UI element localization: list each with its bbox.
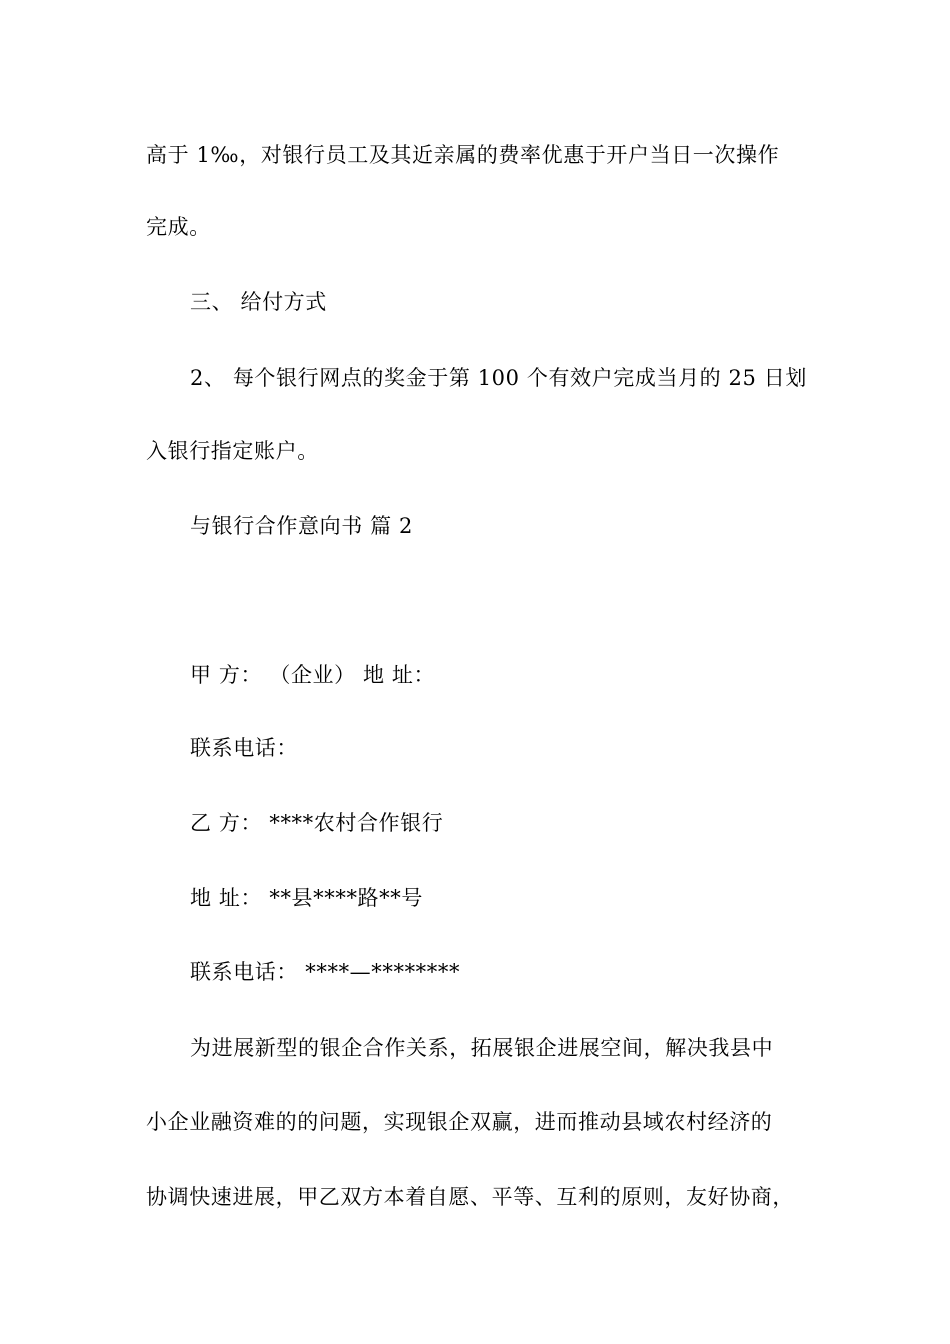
document-title-part-2: 与银行合作意向书 篇 2	[190, 514, 413, 538]
paragraph-line-purpose-3: 协调快速进展，甲乙双方本着自愿、平等、互利的原则，友好协商，	[146, 1185, 794, 1209]
party-b-line: 乙 方： ****农村合作银行	[190, 811, 444, 835]
paragraph-line-purpose-1: 为进展新型的银企合作关系，拓展银企进展空间，解决我县中	[190, 1036, 774, 1060]
party-b-address: 地 址： **县****路**号	[190, 886, 423, 910]
party-a-line: 甲 方： （企业） 地 址：	[190, 663, 436, 687]
party-a-phone-label: 联系电话：	[190, 736, 298, 760]
list-item-bonus-payment: 2、 每个银行网点的奖金于第 100 个有效户完成当月的 25 日划	[190, 366, 807, 390]
section-heading-payment-method: 三、 给付方式	[190, 290, 327, 314]
paragraph-line-complete: 完成。	[146, 215, 211, 239]
paragraph-line-purpose-2: 小企业融资难的的问题，实现银企双赢，进而推动县域农村经济的	[146, 1110, 773, 1134]
party-b-phone: 联系电话： ****—********	[190, 960, 461, 984]
paragraph-line-designated-account: 入银行指定账户。	[146, 439, 319, 463]
paragraph-line-fee-rate: 高于 1‰，对银行员工及其近亲属的费率优惠于开户当日一次操作	[146, 143, 780, 167]
